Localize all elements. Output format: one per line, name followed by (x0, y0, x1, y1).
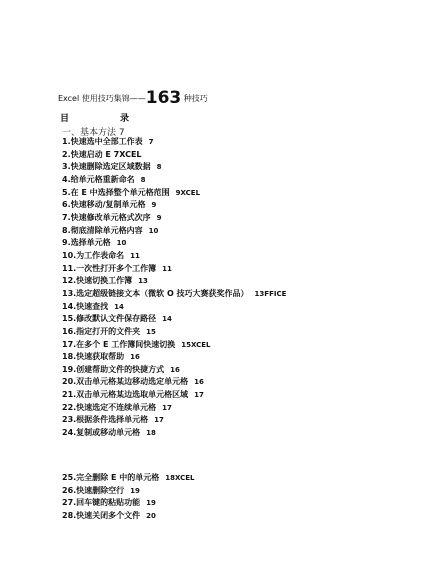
toc-list-part1 (62, 136, 286, 440)
toc-entry (62, 161, 286, 174)
toc-entry-text: 26.快速删除空行 (62, 485, 125, 495)
toc-heading-left: 目 (60, 114, 70, 124)
title-suffix: 种技巧 (181, 94, 208, 103)
toc-entry-text: 15.修改默认文件保存路径 (62, 314, 157, 324)
toc-entry-text: 25.完全删除 E 中的单元格 (62, 473, 160, 482)
toc-entry-text: 23.根据条件选择单元格 (62, 415, 149, 425)
toc-entry-text: 3.快速删除选定区域数据 (62, 162, 151, 172)
toc-entry-page: 11 (162, 264, 172, 273)
toc-entry (62, 187, 286, 200)
toc-entry (62, 339, 286, 352)
toc-entry-text: 17.在多个 E 工作簿间快速切换 (62, 339, 176, 349)
toc-entry-page: 17 (154, 416, 164, 425)
toc-entry (62, 364, 286, 377)
toc-entry (62, 510, 195, 523)
toc-entry-text: 8.彻底清除单元格内容 (62, 225, 143, 235)
toc-list-part2 (62, 472, 195, 523)
toc-entry (62, 402, 286, 415)
toc-entry (62, 351, 286, 364)
toc-entry-text: 11.一次性打开多个工作簿 (62, 263, 157, 273)
toc-entry-text: 7.快速修改单元格式次序 (62, 212, 151, 222)
toc-entry (62, 212, 286, 225)
toc-entry-page: 11 (130, 251, 140, 260)
toc-entry (62, 301, 286, 314)
toc-entry-page: 16 (170, 365, 180, 374)
toc-entry-page: 17 (194, 391, 204, 400)
toc-entry-page: 17 (162, 403, 172, 412)
section-heading: 一、基本方法 7 (62, 128, 125, 138)
toc-entry-text: 2.快速启动 E 7XCEL (62, 149, 142, 159)
toc-entry-page: 10 (116, 239, 127, 248)
toc-entry-page: 13 (138, 277, 148, 286)
toc-entry-text: 5.在 E 中选择整个单元格范围 (62, 187, 170, 197)
toc-entry-text: 12.快速切换工作簿 (62, 276, 133, 286)
toc-entry (62, 497, 195, 510)
toc-entry (62, 326, 286, 339)
toc-entry-page: 9XCEL (175, 188, 201, 197)
toc-entry-page: 15XCEL (181, 340, 211, 349)
toc-entry (62, 136, 286, 149)
toc-entry (62, 225, 286, 238)
toc-entry-page: 9 (156, 213, 162, 222)
toc-entry-page: 14 (114, 302, 124, 311)
toc-entry-text: 4.给单元格重新命名 (62, 174, 135, 184)
document-title (58, 90, 208, 107)
toc-entry (62, 237, 286, 250)
toc-entry (62, 199, 286, 212)
toc-entry-text: 20.双击单元格某边移动选定单元格 (62, 377, 189, 387)
toc-heading (60, 111, 129, 124)
toc-entry-page: 16 (194, 378, 204, 387)
toc-entry (62, 313, 286, 326)
toc-entry-text: 27.回车键的粘贴功能 (62, 498, 141, 508)
toc-entry-page: 10 (148, 226, 159, 235)
toc-entry (62, 149, 286, 162)
toc-entry-page: 19 (146, 499, 156, 508)
toc-heading-right: 录 (120, 114, 130, 124)
toc-entry-text: 28.快速关闭多个文件 (62, 510, 141, 520)
toc-entry-page: 20 (146, 511, 156, 520)
toc-entry-text: 6.快速移动/复制单元格 (62, 200, 146, 210)
toc-entry-page: 9 (151, 201, 157, 210)
toc-entry (62, 376, 286, 389)
toc-entry-text: 14.快速查找 (62, 301, 109, 311)
title-prefix: Excel 使用技巧集锦—— (58, 94, 146, 103)
toc-entry-text: 9.选择单元格 (62, 238, 111, 248)
toc-entry-text: 22.快速选定不连续单元格 (62, 402, 157, 412)
toc-entry (62, 288, 286, 301)
toc-entry-page: 8 (140, 175, 146, 184)
toc-entry (62, 275, 286, 288)
toc-entry (62, 472, 195, 485)
toc-entry-page: 16 (130, 353, 140, 362)
title-number: 163 (145, 88, 182, 108)
toc-entry-text: 13.选定超级链接文本（微软 O 技巧大赛获奖作品） (62, 288, 249, 298)
toc-entry-text: 1.快速选中全部工作表 (62, 137, 143, 146)
toc-entry-text: 19.创建帮助文件的快捷方式 (62, 364, 165, 374)
toc-entry-text: 21.双击单元格某边选取单元格区域 (62, 390, 189, 400)
toc-entry-page: 8 (156, 163, 162, 172)
toc-entry-text: 24.复制或移动单元格 (62, 428, 141, 438)
toc-entry-page: 18XCEL (165, 474, 195, 482)
toc-entry (62, 263, 286, 276)
toc-entry (62, 174, 286, 187)
toc-entry (62, 250, 286, 263)
toc-entry (62, 485, 195, 498)
toc-entry-text: 16.指定打开的文件夹 (62, 326, 141, 336)
toc-entry-page: 7 (148, 138, 154, 146)
toc-entry-page: 14 (162, 315, 172, 324)
toc-entry (62, 427, 286, 440)
toc-entry-text: 10.为工作表命名 (62, 250, 125, 260)
toc-entry-page: 13FFICE (254, 289, 287, 298)
toc-entry-page: 15 (146, 327, 156, 336)
toc-entry (62, 414, 286, 427)
toc-entry-page: 19 (130, 486, 140, 495)
toc-entry (62, 389, 286, 402)
toc-entry-text: 18.快速获取帮助 (62, 352, 125, 362)
toc-entry-page: 18 (146, 429, 156, 438)
